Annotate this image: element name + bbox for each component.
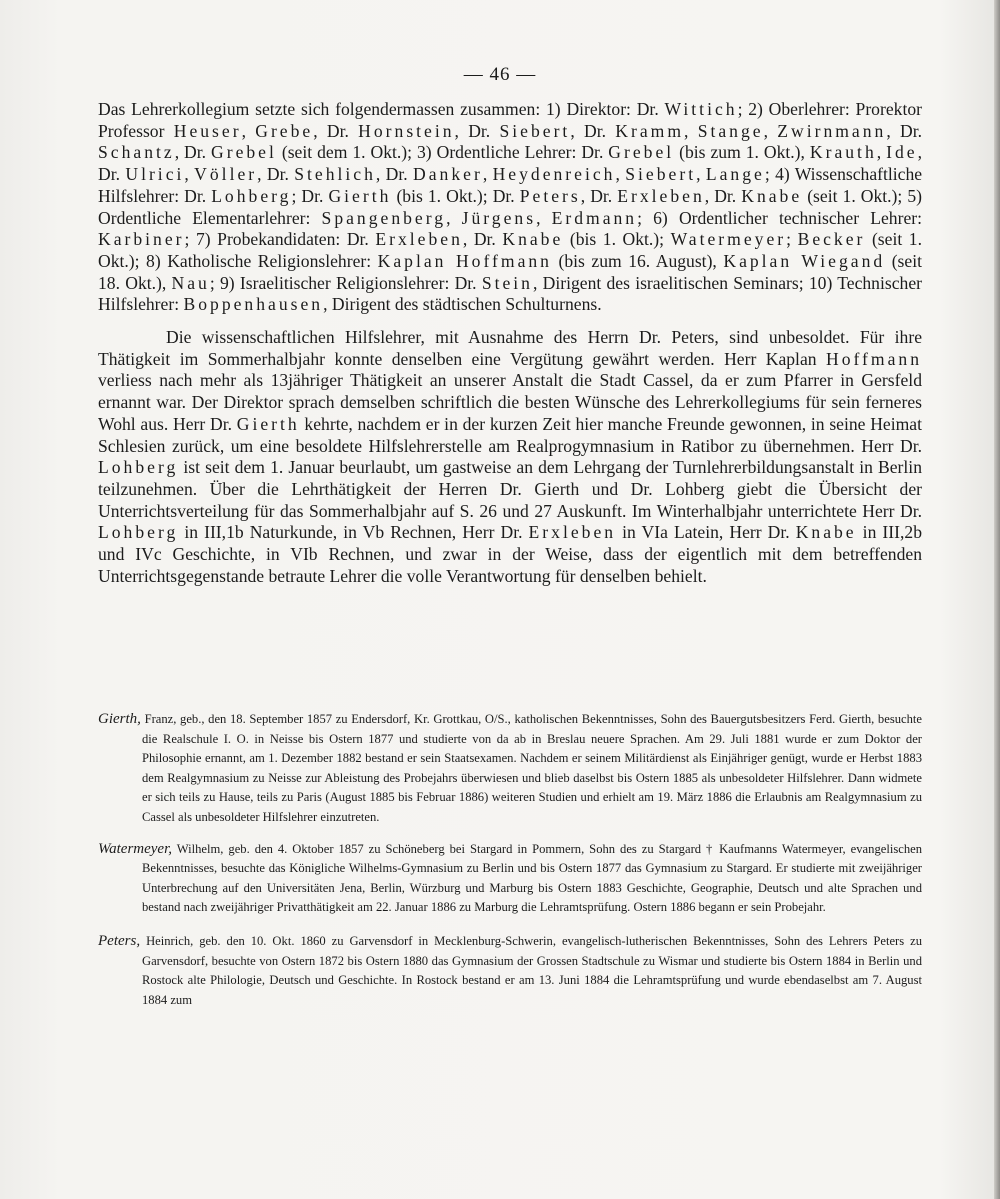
page-number: — 46 — <box>463 64 537 85</box>
biography-entry <box>98 932 922 1010</box>
staff-list-paragraph: Das Lehrerkollegium setzte sich folgendermassen zusammen: 1) Direktor: Dr. Wittich; 2) Oberlehrer: Prorektor Professor Heuser, Grebe, Dr. Hornstein, Dr. Siebert, Dr. Kramm, Stange, Zwirnmann, Dr. Schantz, Dr. Grebel (seit dem 1. Okt.); 3) Ordentliche Lehrer: Dr. Grebel (bis zum 1. Okt.), Krauth, Ide, Dr. Ulrici, Völler, Dr. Stehlich, Dr. Danker, Heydenreich, Siebert, Lange; 4) Wissenschaftliche Hilfslehrer: Dr. Lohberg; Dr. Gierth (bis 1. Okt.); Dr. Peters, Dr. Erxleben, Dr. Knabe (seit 1. Okt.); 5) Ordentliche Elementarlehrer: Spangenberg, Jürgens, Erdmann; 6) Ordentlicher technischer Lehrer: Karbiner; 7) Probekandidaten: Dr. Erxleben, Dr. Knabe (bis 1. Okt.); Watermeyer; Becker (seit 1. Okt.); 8) Katholische Religionslehrer: Kaplan Hoffmann (bis zum 16. August), Kaplan Wiegand (seit 18. Okt.), Nau; 9) Israelitischer Religionslehrer: Dr. Stein, Dirigent des israelitischen Seminars; 10) Technischer Hilfslehrer: Boppenhausen, Dirigent des städtischen Schulturnens. <box>98 99 923 315</box>
biography-text: Franz, geb., den 18. September 1857 zu Endersdorf, Kr. Grottkau, O/S., katholischen Bekenntnisses, Sohn des Bauergutsbesitzers Ferd. Gierth, besuchte die Realschule I. O. in Neisse bis Ostern 1877 und studierte von da ab in Breslau neuere Sprachen. Am 29. Juli 1881 wurde er zum Doktor der Philosophie ernannt, am 1. Dezember 1882 bestand er sein Staatsexamen. Nachdem er seinem Militärdienst als Einjähriger genügt, wurde er Herbst 1883 dem Realgymnasium zu Neisse zur Ableistung des Probejahrs überwiesen und blieb daselbst bis Ostern 1885 als unbesoldeter Hilfslehrer. Dann widmete er sich teils zu Hause, teils zu Paris (August 1885 bis Februar 1886) weiteren Studien und erhielt am 19. März 1886 die Erlaubnis am Realgymnasium zu Cassel als unbesoldeter Hilfslehrer einzutreten. <box>142 712 922 824</box>
page-edge-shadow <box>994 0 1000 1199</box>
biography-text: Heinrich, geb. den 10. Okt. 1860 zu Garvensdorf in Mecklenburg-Schwerin, evangelisch-lutherischen Bekenntnisses, Sohn des Lehrers Peters zu Garvensdorf, besuchte von Ostern 1872 bis Ostern 1880 das Gymnasium der Grossen Stadtschule zu Wismar und studierte bis Ostern 1884 in Berlin und Rostock alte Philologie, Deutsch und Geschichte. In Rostock bestand er am 13. Juni 1884 die Lehramtsprüfung und wurde ebendaselbst am 7. August 1884 zum <box>142 933 922 1007</box>
biography-name: Peters, <box>98 932 141 949</box>
assistant-teachers-paragraph: Die wissenschaftlichen Hilfslehrer, mit Ausnahme des Herrn Dr. Peters, sind unbesoldet. Für ihre Thätigkeit im Sommerhalbjahr konnte denselben eine Vergütung gewährt werden. Herr Kaplan Hoffmann verliess nach mehr als 13jähriger Thätigkeit an unserer Anstalt die Stadt Cassel, da er zum Pfarrer in Gersfeld ernannt war. Der Direktor sprach demselben schriftlich die besten Wünsche des Lehrerkollegiums für sein ferneres Wohl aus. Herr Dr. Gierth kehrte, nachdem er in der kurzen Zeit hier manche Freunde gewonnen, in seine Heimat Schlesien zurück, um eine besoldete Hilfslehrerstelle am Realprogymnasium in Ratibor zu übernehmen. Herr Dr. Lohberg ist seit dem 1. Januar beurlaubt, um gastweise an dem Lehrgang der Turnlehrerbildungsanstalt in Berlin teilzunehmen. Über die Lehrthätigkeit der Herren Dr. Gierth und Dr. Lohberg giebt die Übersicht der Unterrichtsverteilung für das Sommerhalbjahr auf S. 26 und 27 Auskunft. Im Winterhalbjahr unterrichtete Herr Dr. Lohberg in III,1b Naturkunde, in Vb Rechnen, Herr Dr. Erxleben in VIa Latein, Herr Dr. Knabe in III,2b und IVc Geschichte, in VIb Rechnen, und zwar in der Weise, dass der eigentlich mit dem betreffenden Unterrichtsgegenstande betraute Lehrer die volle Verantwortung für denselben behielt. <box>98 327 922 586</box>
biography-entry <box>98 840 922 918</box>
main-text <box>98 99 922 587</box>
biography-entry <box>98 710 922 828</box>
biography-name: Gierth, <box>98 711 141 727</box>
biographies <box>98 710 922 1024</box>
biography-name: Watermeyer, <box>98 840 173 857</box>
biography-text: Wilhelm, geb. den 4. Oktober 1857 zu Schöneberg bei Stargard in Pommern, Sohn des zu Stargard † Kaufmanns Watermeyer, evangelischen Bekenntnisses, besuchte das Königliche Wilhelms-Gymnasium zu Berlin und bis Ostern 1877 das Gymnasium zu Stargard. Er studierte mit zweijähriger Unterbrechung auf den Universitäten Jena, Berlin, Würzburg und Marburg bis Ostern 1883 Geschichte, Geographie, Deutsch und alte Sprachen und bestand nach zweijähriger Privatthätigkeit am 22. Januar 1886 zu Marburg die Lehramtsprüfung. Ostern 1886 begann er sein Probejahr. <box>142 841 922 915</box>
